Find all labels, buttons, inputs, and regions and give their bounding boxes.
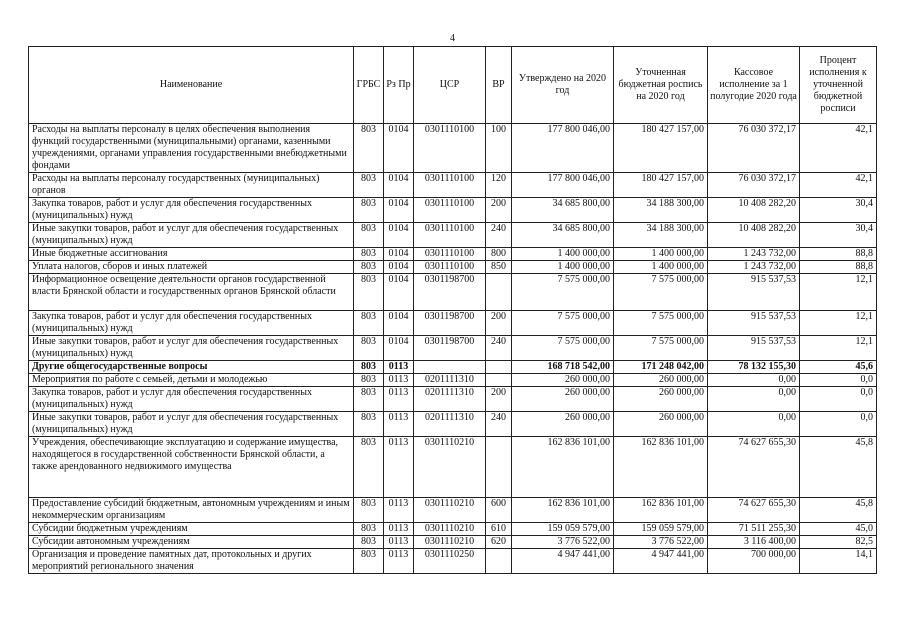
cell-csr: 0301198700 bbox=[414, 274, 486, 311]
table-row bbox=[29, 437, 877, 498]
cell-csr: 0301110100 bbox=[414, 248, 486, 261]
cell-vr: 240 bbox=[486, 336, 512, 361]
cell-vr: 620 bbox=[486, 536, 512, 549]
cell-vr: 120 bbox=[486, 173, 512, 198]
header-rzpr: Рз Пр bbox=[384, 47, 414, 124]
cell-grbs: 803 bbox=[354, 437, 384, 498]
table-row bbox=[29, 274, 877, 311]
header-percent: Процент исполнения к уточненной бюджетной росписи bbox=[800, 47, 877, 124]
cell-name: Другие общегосударственные вопросы bbox=[29, 361, 354, 374]
table-row bbox=[29, 248, 877, 261]
cell-vr: 600 bbox=[486, 498, 512, 523]
cell-csr: 0201111310 bbox=[414, 387, 486, 412]
cell-vr: 610 bbox=[486, 523, 512, 536]
cell-grbs: 803 bbox=[354, 549, 384, 574]
header-grbs: ГРБС bbox=[354, 47, 384, 124]
cell-name: Мероприятия по работе с семьей, детьми и молодежью bbox=[29, 374, 354, 387]
cell-csr: 0201111310 bbox=[414, 374, 486, 387]
table-row bbox=[29, 412, 877, 437]
cell-rzpr: 0113 bbox=[384, 498, 414, 523]
cell-percent: 88,8 bbox=[800, 261, 877, 274]
table-header-row bbox=[29, 47, 877, 124]
cell-cash: 10 408 282,20 bbox=[708, 223, 800, 248]
header-refined: Уточненная бюджетная роспись на 2020 год bbox=[614, 47, 708, 124]
cell-approved: 7 575 000,00 bbox=[512, 311, 614, 336]
table-row bbox=[29, 223, 877, 248]
cell-percent: 82,5 bbox=[800, 536, 877, 549]
cell-percent: 30,4 bbox=[800, 223, 877, 248]
cell-refined: 180 427 157,00 bbox=[614, 173, 708, 198]
cell-cash: 3 116 400,00 bbox=[708, 536, 800, 549]
cell-rzpr: 0113 bbox=[384, 387, 414, 412]
cell-name: Иные закупки товаров, работ и услуг для обеспечения государственных (муниципальных) нужд bbox=[29, 412, 354, 437]
cell-name: Субсидии автономным учреждениям bbox=[29, 536, 354, 549]
cell-grbs: 803 bbox=[354, 173, 384, 198]
cell-refined: 260 000,00 bbox=[614, 374, 708, 387]
cell-percent: 30,4 bbox=[800, 198, 877, 223]
cell-percent: 0,0 bbox=[800, 387, 877, 412]
cell-rzpr: 0113 bbox=[384, 549, 414, 574]
header-vr: ВР bbox=[486, 47, 512, 124]
cell-percent: 14,1 bbox=[800, 549, 877, 574]
cell-percent: 0,0 bbox=[800, 374, 877, 387]
cell-csr: 0301110100 bbox=[414, 223, 486, 248]
cell-rzpr: 0104 bbox=[384, 274, 414, 311]
cell-vr: 100 bbox=[486, 124, 512, 173]
cell-grbs: 803 bbox=[354, 274, 384, 311]
cell-rzpr: 0113 bbox=[384, 523, 414, 536]
cell-grbs: 803 bbox=[354, 523, 384, 536]
cell-csr: 0301198700 bbox=[414, 311, 486, 336]
cell-percent: 45,0 bbox=[800, 523, 877, 536]
cell-grbs: 803 bbox=[354, 198, 384, 223]
cell-vr: 850 bbox=[486, 261, 512, 274]
table-row bbox=[29, 311, 877, 336]
cell-rzpr: 0104 bbox=[384, 223, 414, 248]
cell-cash: 10 408 282,20 bbox=[708, 198, 800, 223]
cell-csr: 0301110210 bbox=[414, 498, 486, 523]
cell-percent: 45,8 bbox=[800, 498, 877, 523]
cell-rzpr: 0104 bbox=[384, 248, 414, 261]
cell-vr: 240 bbox=[486, 223, 512, 248]
cell-percent: 12,1 bbox=[800, 336, 877, 361]
cell-csr: 0301110100 bbox=[414, 124, 486, 173]
cell-csr: 0301110100 bbox=[414, 261, 486, 274]
table-row bbox=[29, 549, 877, 574]
table-row bbox=[29, 173, 877, 198]
cell-approved: 159 059 579,00 bbox=[512, 523, 614, 536]
cell-refined: 34 188 300,00 bbox=[614, 198, 708, 223]
cell-rzpr: 0104 bbox=[384, 198, 414, 223]
cell-approved: 260 000,00 bbox=[512, 387, 614, 412]
cell-cash: 700 000,00 bbox=[708, 549, 800, 574]
cell-refined: 7 575 000,00 bbox=[614, 311, 708, 336]
cell-grbs: 803 bbox=[354, 336, 384, 361]
cell-grbs: 803 bbox=[354, 261, 384, 274]
table-row bbox=[29, 261, 877, 274]
cell-approved: 162 836 101,00 bbox=[512, 437, 614, 498]
cell-csr: 0301110210 bbox=[414, 437, 486, 498]
cell-cash: 71 511 255,30 bbox=[708, 523, 800, 536]
cell-rzpr: 0113 bbox=[384, 374, 414, 387]
cell-cash: 915 537,53 bbox=[708, 336, 800, 361]
cell-approved: 260 000,00 bbox=[512, 412, 614, 437]
cell-vr bbox=[486, 437, 512, 498]
cell-name: Закупка товаров, работ и услуг для обеспечения государственных (муниципальных) нужд bbox=[29, 387, 354, 412]
cell-refined: 7 575 000,00 bbox=[614, 274, 708, 311]
cell-csr: 0301110100 bbox=[414, 198, 486, 223]
cell-refined: 260 000,00 bbox=[614, 412, 708, 437]
cell-vr: 240 bbox=[486, 412, 512, 437]
cell-name: Расходы на выплаты персоналу государственных (муниципальных) органов bbox=[29, 173, 354, 198]
cell-vr: 800 bbox=[486, 248, 512, 261]
cell-name: Иные закупки товаров, работ и услуг для обеспечения государственных (муниципальных) нужд bbox=[29, 223, 354, 248]
cell-cash: 0,00 bbox=[708, 412, 800, 437]
cell-name: Учреждения, обеспечивающие эксплуатацию и содержание имущества, находящегося в государственной собственности Брянской области, а также арендованного недвижимого имущества bbox=[29, 437, 354, 498]
table-row bbox=[29, 361, 877, 374]
header-csr: ЦСР bbox=[414, 47, 486, 124]
cell-percent: 0,0 bbox=[800, 412, 877, 437]
cell-rzpr: 0104 bbox=[384, 336, 414, 361]
budget-table bbox=[28, 46, 877, 574]
table-row bbox=[29, 336, 877, 361]
cell-approved: 1 400 000,00 bbox=[512, 248, 614, 261]
cell-csr: 0301110100 bbox=[414, 173, 486, 198]
cell-rzpr: 0113 bbox=[384, 536, 414, 549]
cell-name: Иные бюджетные ассигнования bbox=[29, 248, 354, 261]
cell-refined: 4 947 441,00 bbox=[614, 549, 708, 574]
cell-cash: 0,00 bbox=[708, 374, 800, 387]
cell-rzpr: 0104 bbox=[384, 124, 414, 173]
cell-approved: 1 400 000,00 bbox=[512, 261, 614, 274]
table-row bbox=[29, 198, 877, 223]
table-row bbox=[29, 498, 877, 523]
cell-vr: 200 bbox=[486, 311, 512, 336]
table-row bbox=[29, 523, 877, 536]
cell-refined: 171 248 042,00 bbox=[614, 361, 708, 374]
cell-approved: 162 836 101,00 bbox=[512, 498, 614, 523]
cell-refined: 180 427 157,00 bbox=[614, 124, 708, 173]
cell-cash: 0,00 bbox=[708, 387, 800, 412]
cell-grbs: 803 bbox=[354, 498, 384, 523]
cell-approved: 177 800 046,00 bbox=[512, 124, 614, 173]
cell-percent: 12,1 bbox=[800, 274, 877, 311]
cell-percent: 45,6 bbox=[800, 361, 877, 374]
cell-approved: 34 685 800,00 bbox=[512, 198, 614, 223]
cell-refined: 3 776 522,00 bbox=[614, 536, 708, 549]
cell-approved: 3 776 522,00 bbox=[512, 536, 614, 549]
cell-name: Уплата налогов, сборов и иных платежей bbox=[29, 261, 354, 274]
header-name: Наименование bbox=[29, 47, 354, 124]
cell-vr bbox=[486, 374, 512, 387]
cell-approved: 34 685 800,00 bbox=[512, 223, 614, 248]
table-row bbox=[29, 124, 877, 173]
cell-csr: 0301198700 bbox=[414, 336, 486, 361]
page-number: 4 bbox=[450, 33, 455, 44]
cell-refined: 7 575 000,00 bbox=[614, 336, 708, 361]
cell-grbs: 803 bbox=[354, 311, 384, 336]
cell-cash: 78 132 155,30 bbox=[708, 361, 800, 374]
cell-approved: 4 947 441,00 bbox=[512, 549, 614, 574]
cell-csr: 0301110210 bbox=[414, 523, 486, 536]
table-row bbox=[29, 387, 877, 412]
cell-rzpr: 0113 bbox=[384, 437, 414, 498]
cell-vr bbox=[486, 549, 512, 574]
cell-approved: 177 800 046,00 bbox=[512, 173, 614, 198]
cell-vr: 200 bbox=[486, 198, 512, 223]
cell-csr: 0301110250 bbox=[414, 549, 486, 574]
cell-refined: 1 400 000,00 bbox=[614, 248, 708, 261]
cell-name: Закупка товаров, работ и услуг для обеспечения государственных (муниципальных) нужд bbox=[29, 311, 354, 336]
cell-name: Иные закупки товаров, работ и услуг для обеспечения государственных (муниципальных) нужд bbox=[29, 336, 354, 361]
cell-name: Расходы на выплаты персоналу в целях обеспечения выполнения функций государственными (муниципальными) органами, казенными учреждениями, органами управления государственными внебюджетными фондами bbox=[29, 124, 354, 173]
cell-percent: 42,1 bbox=[800, 173, 877, 198]
cell-rzpr: 0113 bbox=[384, 361, 414, 374]
cell-vr bbox=[486, 274, 512, 311]
cell-csr: 0301110210 bbox=[414, 536, 486, 549]
cell-percent: 45,8 bbox=[800, 437, 877, 498]
cell-cash: 915 537,53 bbox=[708, 274, 800, 311]
cell-refined: 34 188 300,00 bbox=[614, 223, 708, 248]
cell-rzpr: 0104 bbox=[384, 173, 414, 198]
cell-refined: 260 000,00 bbox=[614, 387, 708, 412]
cell-cash: 1 243 732,00 bbox=[708, 248, 800, 261]
cell-name: Информационное освещение деятельности органов государственной власти Брянской области и государственных органов Брянской области bbox=[29, 274, 354, 311]
cell-rzpr: 0104 bbox=[384, 311, 414, 336]
cell-csr: 0201111310 bbox=[414, 412, 486, 437]
cell-percent: 42,1 bbox=[800, 124, 877, 173]
cell-name: Организация и проведение памятных дат, протокольных и других мероприятий регионального значения bbox=[29, 549, 354, 574]
cell-grbs: 803 bbox=[354, 536, 384, 549]
cell-cash: 915 537,53 bbox=[708, 311, 800, 336]
cell-refined: 1 400 000,00 bbox=[614, 261, 708, 274]
cell-name: Субсидии бюджетным учреждениям bbox=[29, 523, 354, 536]
cell-approved: 7 575 000,00 bbox=[512, 336, 614, 361]
cell-cash: 74 627 655,30 bbox=[708, 437, 800, 498]
cell-cash: 74 627 655,30 bbox=[708, 498, 800, 523]
cell-grbs: 803 bbox=[354, 361, 384, 374]
cell-grbs: 803 bbox=[354, 412, 384, 437]
cell-vr bbox=[486, 361, 512, 374]
cell-cash: 76 030 372,17 bbox=[708, 173, 800, 198]
cell-percent: 12,1 bbox=[800, 311, 877, 336]
cell-grbs: 803 bbox=[354, 124, 384, 173]
cell-approved: 7 575 000,00 bbox=[512, 274, 614, 311]
table-row bbox=[29, 536, 877, 549]
cell-name: Закупка товаров, работ и услуг для обеспечения государственных (муниципальных) нужд bbox=[29, 198, 354, 223]
cell-percent: 88,8 bbox=[800, 248, 877, 261]
cell-grbs: 803 bbox=[354, 223, 384, 248]
cell-vr: 200 bbox=[486, 387, 512, 412]
table-row bbox=[29, 374, 877, 387]
cell-rzpr: 0104 bbox=[384, 261, 414, 274]
cell-grbs: 803 bbox=[354, 387, 384, 412]
cell-grbs: 803 bbox=[354, 374, 384, 387]
cell-name: Предоставление субсидий бюджетным, автономным учреждениям и иным некоммерческим организациям bbox=[29, 498, 354, 523]
cell-grbs: 803 bbox=[354, 248, 384, 261]
cell-csr bbox=[414, 361, 486, 374]
cell-rzpr: 0113 bbox=[384, 412, 414, 437]
cell-refined: 162 836 101,00 bbox=[614, 498, 708, 523]
cell-approved: 260 000,00 bbox=[512, 374, 614, 387]
cell-refined: 159 059 579,00 bbox=[614, 523, 708, 536]
header-approved: Утверждено на 2020 год bbox=[512, 47, 614, 124]
cell-refined: 162 836 101,00 bbox=[614, 437, 708, 498]
cell-cash: 76 030 372,17 bbox=[708, 124, 800, 173]
cell-cash: 1 243 732,00 bbox=[708, 261, 800, 274]
header-cash: Кассовое исполнение за 1 полугодие 2020 года bbox=[708, 47, 800, 124]
cell-approved: 168 718 542,00 bbox=[512, 361, 614, 374]
